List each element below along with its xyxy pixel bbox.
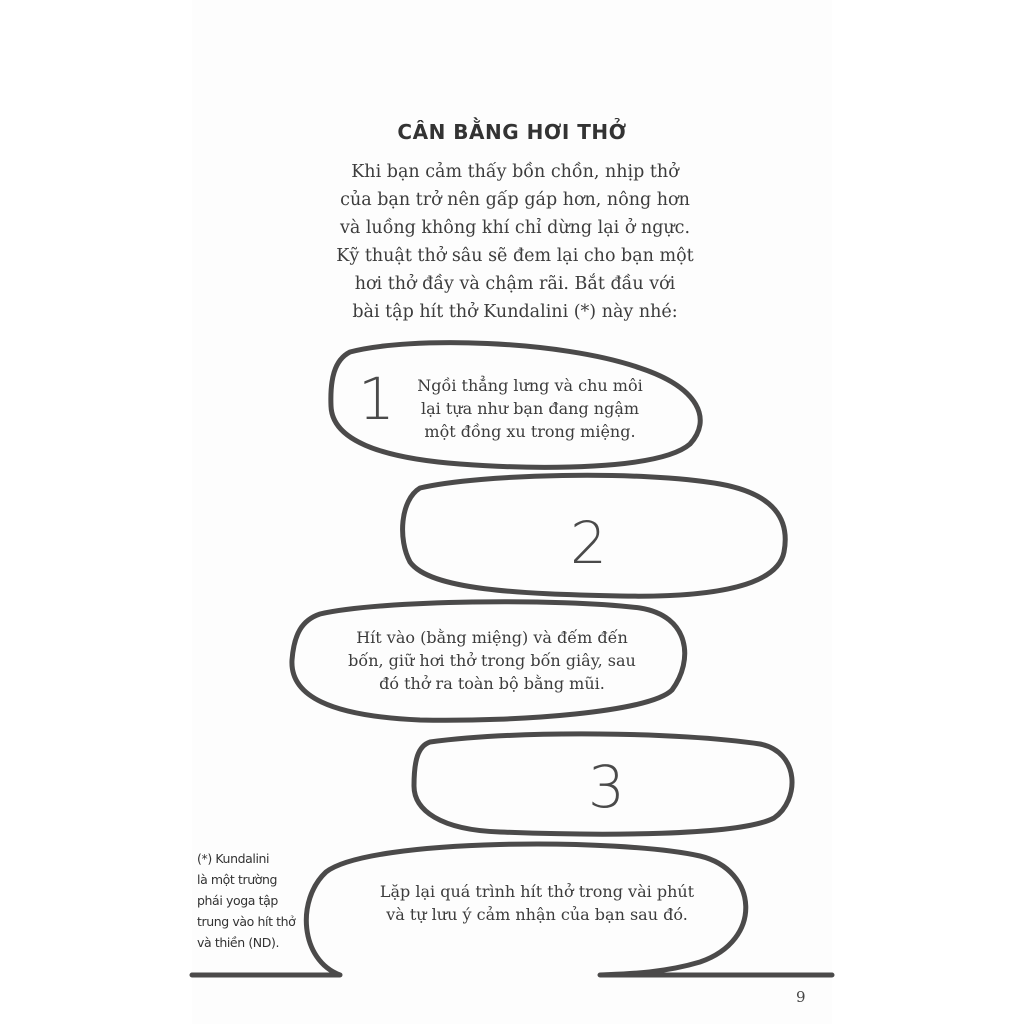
intro-line: hơi thở đầy và chậm rãi. Bắt đầu với — [354, 274, 676, 294]
intro-line: Kỹ thuật thở sâu sẽ đem lại cho bạn một — [336, 246, 694, 266]
intro-line: bài tập hít thở Kundalini (*) này nhé: — [352, 302, 678, 322]
page-title: CÂN BẰNG HƠI THỞ — [397, 120, 627, 144]
intro-line: và luồng không khí chỉ dừng lại ở ngực. — [339, 218, 691, 238]
step-1-line: một đồng xu trong miệng. — [424, 422, 636, 441]
step-1-text — [385, 374, 675, 443]
footnote-line: là một trường — [197, 872, 278, 887]
step-3-text — [332, 880, 742, 926]
step-3-number: 3 — [588, 753, 625, 821]
step-2-number: 2 — [570, 509, 607, 577]
step-3-line: Lặp lại quá trình hít thở trong vài phút — [379, 882, 695, 901]
step-2-line: Hít vào (bằng miệng) và đếm đến — [356, 628, 628, 647]
step-2-text — [312, 626, 672, 695]
footnote-line: phái yoga tập — [197, 893, 278, 908]
step-1-line: Ngồi thẳng lưng và chu môi — [417, 376, 643, 395]
page-number: 9 — [796, 988, 806, 1006]
footnote — [197, 848, 307, 953]
step-2-line: đó thở ra toàn bộ bằng mũi. — [379, 674, 605, 693]
footnote-line: (*) Kundalini — [197, 851, 270, 866]
step-1-line: lại tựa như bạn đang ngậm — [420, 399, 640, 418]
step-1-number: 1 — [358, 365, 395, 433]
footnote-line: và thiền (ND). — [197, 935, 280, 950]
footnote-line: trung vào hít thở — [197, 914, 296, 929]
step-2-line: bốn, giữ hơi thở trong bốn giây, sau — [348, 651, 636, 670]
intro-line: của bạn trở nên gấp gáp hơn, nông hơn — [340, 190, 690, 210]
intro-line: Khi bạn cảm thấy bồn chồn, nhịp thở — [351, 162, 679, 182]
step-3-line: và tự lưu ý cảm nhận của bạn sau đó. — [386, 905, 688, 924]
